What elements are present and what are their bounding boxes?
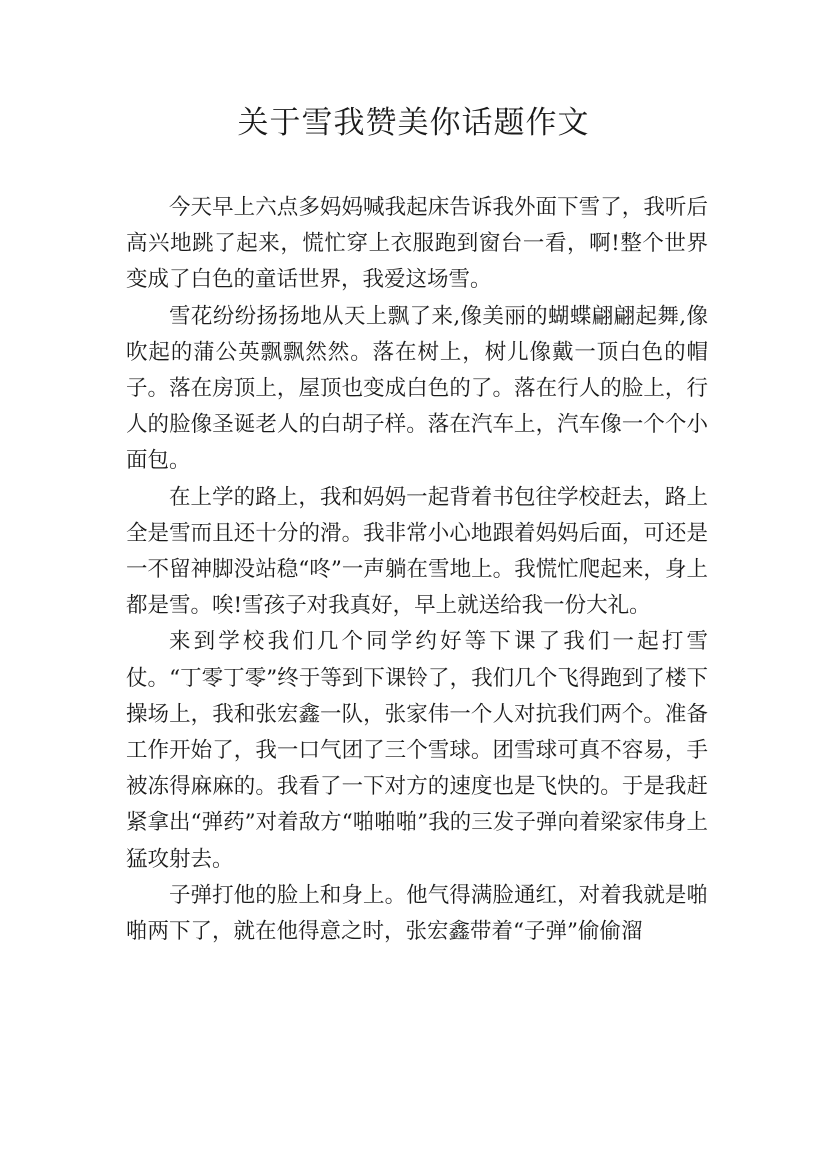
document-body [126,190,708,950]
paragraph-1: 今天早上六点多妈妈喊我起床告诉我外面下雪了，我听后高兴地跳了起来，慌忙穿上衣服跑到窗台一看，啊!整个世界变成了白色的童话世界，我爱这场雪。 [126,195,708,293]
paragraph-5: 子弹打他的脸上和身上。他气得满脸通红，对着我就是啪啪两下了，就在他得意之时，张宏鑫带着“子弹”偷偷溜 [126,882,708,945]
document-title: 关于雪我赞美你话题作文 [237,105,590,141]
paragraph-2: 雪花纷纷扬扬地从天上飘了来,像美丽的蝴蝶翩翩起舞,像吹起的蒲公英飘飘然然。落在树上，树儿像戴一顶白色的帽子。落在房顶上，屋顶也变成白色的了。落在行人的脸上，行人的脸像圣诞老人的白胡子样。落在汽车上，汽车像一个个小面包。 [126,303,708,474]
paragraph-3: 在上学的路上，我和妈妈一起背着书包往学校赶去，路上全是雪而且还十分的滑。我非常小心地跟着妈妈后面，可还是一不留神脚没站稳“咚”一声躺在雪地上。我慌忙爬起来，身上都是雪。唉!雪孩子对我真好，早上就送给我一份大礼。 [126,484,708,619]
paragraph-4: 来到学校我们几个同学约好等下课了我们一起打雪仗。“丁零丁零”终于等到下课铃了，我们几个飞得跑到了楼下操场上，我和张宏鑫一队，张家伟一个人对抗我们两个。准备工作开始了，我一口气团了三个雪球。团雪球可真不容易，手被冻得麻麻的。我看了一下对方的速度也是飞快的。于是我赶紧拿出“弹药”对着敌方“啪啪啪”我的三发子弹向着梁家伟身上猛攻射去。 [126,629,708,872]
